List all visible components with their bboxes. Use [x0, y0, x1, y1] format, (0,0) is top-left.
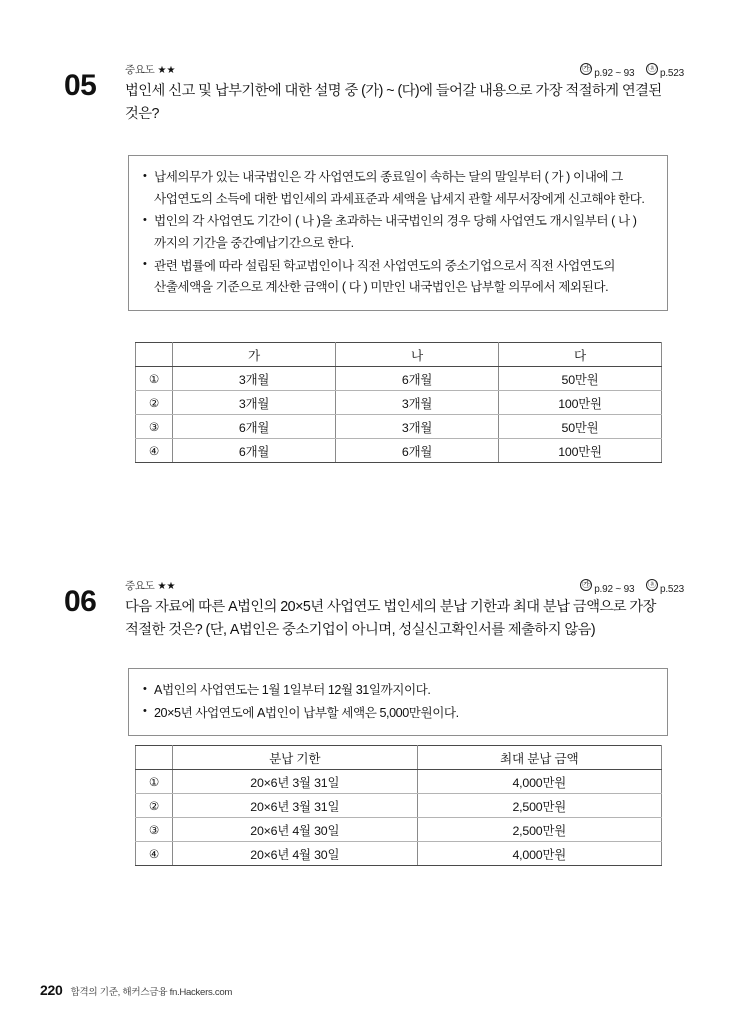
reference-item-textbook	[580, 579, 635, 595]
choice-cell: 4,000만원	[417, 770, 662, 794]
choice-marker: ②	[136, 391, 173, 415]
column-header-na: 나	[336, 343, 499, 367]
importance-label: 중요도	[125, 64, 155, 76]
column-header-marker	[136, 746, 173, 770]
choice-marker: ③	[136, 415, 173, 439]
reference-page: p.92 ~ 93	[594, 68, 635, 79]
choice-cell: 6개월	[173, 415, 336, 439]
choice-cell: 50만원	[499, 415, 662, 439]
choice-marker: ①	[136, 367, 173, 391]
column-header-marker	[136, 343, 173, 367]
column-header-amount: 최대 분납 금액	[417, 746, 662, 770]
list-item: • 법인의 각 사업연도 기간이 ( 나 )을 초과하는 내국법인의 경우 당해 사업연도 개시일부터 ( 나 )까지의 기간을 중간예납기간으로 한다.	[143, 211, 651, 254]
table-header-row	[136, 343, 662, 367]
table-row[interactable]	[136, 391, 662, 415]
table-row[interactable]	[136, 818, 662, 842]
table-header-row	[136, 746, 662, 770]
choice-cell: 2,500만원	[417, 794, 662, 818]
choice-cell: 2,500만원	[417, 818, 662, 842]
table-row[interactable]	[136, 439, 662, 463]
question-block-06	[64, 578, 684, 642]
question-text-05: 법인세 신고 및 납부기한에 대한 설명 중 (가) ~ (다)에 들어갈 내용으로 가장 적절하게 연결된 것은?	[125, 83, 662, 123]
choice-marker: ④	[136, 842, 173, 866]
importance-indicator-05	[125, 62, 175, 77]
table-row[interactable]	[136, 842, 662, 866]
question-meta-row-06	[125, 578, 684, 594]
table-row[interactable]	[136, 770, 662, 794]
circled-marker-icon: ㉮	[581, 63, 591, 73]
choice-marker: ①	[136, 770, 173, 794]
reference-item-answerbook	[646, 579, 684, 595]
importance-stars-icon: ★★	[157, 581, 176, 592]
info-bullet-list-05	[143, 167, 651, 299]
question-body-05	[125, 62, 684, 126]
choice-table-06	[135, 745, 662, 866]
info-box-06	[128, 668, 668, 736]
importance-stars-icon: ★★	[157, 65, 176, 76]
importance-label: 중요도	[125, 580, 155, 592]
choice-cell: 3개월	[336, 415, 499, 439]
info-bullet-list-06	[143, 680, 651, 724]
choice-cell: 20×6년 4월 30일	[173, 842, 418, 866]
choice-cell: 20×6년 3월 31일	[173, 770, 418, 794]
choice-cell: 3개월	[336, 391, 499, 415]
table-body	[136, 367, 662, 463]
info-box-05	[128, 155, 668, 311]
reference-page: p.523	[659, 68, 684, 79]
circled-marker-icon: ⓐ	[647, 63, 657, 73]
choice-marker: ③	[136, 818, 173, 842]
reference-item-answerbook	[646, 63, 684, 79]
table-head	[136, 746, 662, 770]
question-number-06: 06	[64, 585, 97, 618]
table-row[interactable]	[136, 794, 662, 818]
question-number-05: 05	[64, 69, 97, 102]
choice-marker: ④	[136, 439, 173, 463]
list-item: • 납세의무가 있는 내국법인은 각 사업연도의 종료일이 속하는 달의 말일부터 ( 가 ) 이내에 그 사업연도의 소득에 대한 법인세의 과세표준과 세액을 납세지 관할 세무서장에게 신고해야 한다.	[143, 167, 651, 210]
table-head	[136, 343, 662, 367]
choice-cell: 6개월	[336, 367, 499, 391]
page-number: 220	[40, 982, 63, 998]
circled-marker-icon: ㉮	[581, 579, 591, 589]
table-row[interactable]	[136, 415, 662, 439]
footer-brand-text: 합격의 기준, 해커스금융 fn.Hackers.com	[70, 987, 233, 998]
choice-cell: 4,000만원	[417, 842, 662, 866]
column-header-da: 다	[499, 343, 662, 367]
choice-cell: 3개월	[173, 367, 336, 391]
choice-cell: 100만원	[499, 391, 662, 415]
choice-cell: 20×6년 4월 30일	[173, 818, 418, 842]
list-item: • 20×5년 사업연도에 A법인이 납부할 세액은 5,000만원이다.	[143, 703, 651, 725]
reference-page: p.92 ~ 93	[594, 584, 635, 595]
reference-markers-06	[571, 579, 684, 595]
question-body-06	[125, 578, 684, 642]
page-footer	[40, 982, 232, 998]
question-block-05	[64, 62, 684, 126]
reference-markers-05	[571, 63, 684, 79]
choice-cell: 20×6년 3월 31일	[173, 794, 418, 818]
table-row[interactable]	[136, 367, 662, 391]
choice-cell: 3개월	[173, 391, 336, 415]
question-text-06: 다음 자료에 따른 A법인의 20×5년 사업연도 법인세의 분납 기한과 최대 분납 금액으로 가장 적절한 것은? (단, A법인은 중소기업이 아니며, 성실신고확인서를 제출하지 않음)	[125, 599, 656, 639]
reference-page: p.523	[659, 584, 684, 595]
table-body	[136, 770, 662, 866]
choice-table-05	[135, 342, 662, 463]
column-header-deadline: 분납 기한	[173, 746, 418, 770]
list-item: • 관련 법률에 따라 설립된 학교법인이나 직전 사업연도의 중소기업으로서 직전 사업연도의 산출세액을 기준으로 계산한 금액이 ( 다 ) 미만인 내국법인은 납부할 의무에서 제외된다.	[143, 256, 651, 299]
choice-cell: 6개월	[336, 439, 499, 463]
choice-cell: 100만원	[499, 439, 662, 463]
list-item: • A법인의 사업연도는 1월 1일부터 12월 31일까지이다.	[143, 680, 651, 702]
choice-cell: 6개월	[173, 439, 336, 463]
question-meta-row-05	[125, 62, 684, 78]
column-header-ga: 가	[173, 343, 336, 367]
choice-marker: ②	[136, 794, 173, 818]
choice-cell: 50만원	[499, 367, 662, 391]
reference-item-textbook	[580, 63, 635, 79]
circled-marker-icon: ⓐ	[647, 579, 657, 589]
importance-indicator-06	[125, 578, 175, 593]
